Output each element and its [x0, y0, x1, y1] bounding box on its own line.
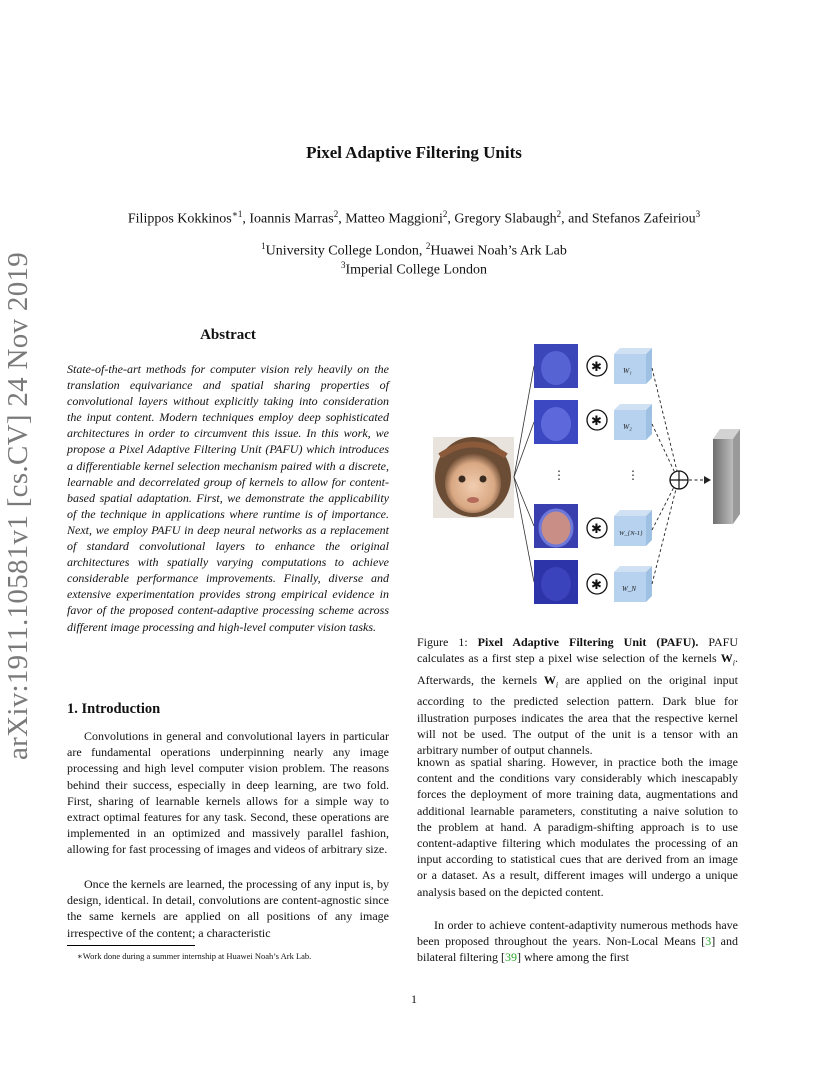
caption-text: . Afterwards, the kernels	[417, 651, 738, 687]
footnote: ∗Work done during a summer internship at Huawei Noah’s Ark Lab.	[77, 951, 312, 961]
citation-link[interactable]: 3	[705, 934, 712, 949]
kernel-label: W_N	[622, 585, 636, 593]
author-affil-mark: ∗1	[231, 209, 243, 219]
figure-pafu-diagram	[420, 338, 750, 618]
citation-link[interactable]: 39	[504, 950, 517, 965]
author-name: , Ioannis Marras	[242, 211, 334, 227]
right-paragraph-2	[417, 917, 738, 966]
author-name: , Gregory Slabaugh	[447, 211, 557, 227]
convolve-icon: ✱	[591, 414, 602, 429]
caption-text: are applied on the original input according to the predicted selection pattern. Dark blue for illustration purposes indicates the area that the respective kernel will not be used. The output of the unit is a tensor with an arbitrary number of output channels.	[417, 672, 738, 757]
caption-text: PAFU calculates as a first step a pixel wise selection of the kernels	[417, 635, 738, 666]
convolution-operators	[587, 356, 607, 594]
affiliation-imperial: Imperial College London	[345, 262, 488, 278]
author-name: , and Stefanos Zafeiriou	[561, 211, 696, 227]
kernel-label: W_{N-1}	[619, 530, 643, 537]
caption-math-w: W	[543, 672, 556, 687]
page-number: 1	[411, 992, 417, 1006]
section-heading-introduction: 1. Introduction	[67, 701, 161, 717]
output-tensor	[713, 429, 740, 524]
arxiv-stamp: arXiv:1911.10581v1 [cs.CV] 24 Nov 2019	[2, 251, 34, 760]
author-affil-mark: 2	[333, 209, 339, 219]
figure-caption	[417, 634, 738, 758]
caption-math-sub: i	[555, 680, 559, 690]
footnote-rule	[67, 945, 195, 946]
author-affil-mark: 2	[442, 209, 448, 219]
ellipsis-maps: ⋮	[553, 468, 565, 482]
paragraph-text: In order to achieve content-adaptivity numerous methods have been proposed throughout the years. Non-Local Means [	[417, 918, 738, 949]
affil-mark: 2	[425, 241, 431, 251]
input-image	[433, 437, 514, 518]
caption-math-w: W	[720, 651, 733, 666]
fan-lines	[514, 366, 534, 582]
caption-math-sub: i	[732, 658, 735, 668]
convolve-icon: ✱	[591, 522, 602, 537]
affiliation-huawei: Huawei Noah’s Ark Lab	[430, 243, 567, 259]
caption-bold-title: Pixel Adaptive Filtering Unit (PAFU).	[477, 635, 699, 649]
affiliation-line-2	[0, 260, 828, 279]
affiliation-ucl: University College London,	[265, 243, 426, 259]
intro-paragraph-2: Once the kernels are learned, the processing of any input is, by design, identical. In detail, convolutions are content-agnostic since the same kernels are applied on all positions of any image irrespective of the content; a characteristic	[67, 877, 389, 940]
right-paragraph-1: known as spatial sharing. However, in practice both the image content and the conditions vary considerably which inescapably forces the deployment of more training data, augmentations and additional learnable parameters, constituting a naive solution to the problem at hand. A paradigm-shifting approach is to use content-adaptive filtering which modulates the processing of an input according to statistical cues that are derived from an image or a dataset. As a result, different images will undergo a unique analysis based on the depicted content.	[417, 755, 738, 899]
author-name: Filippos Kokkinos	[127, 211, 232, 227]
affil-mark: 3	[340, 260, 346, 270]
abstract-text: State-of-the-art methods for computer vision rely heavily on the translation equivariance and spatial sharing properties of convolutional layers without explicitly taking into consideration the input content. Modern techniques employ deep sophisticated architectures in order to circumvent this issue. In this work, we propose a Pixel Adaptive Filtering Unit (PAFU) which introduces a differentiable kernel selection mechanism paired with a discrete, learnable and decorrelated group of kernels to allow for content-based spatial adaptation. First, we demonstrate the applicability of the technique in applications where runtime is of importance. Next, we employ PAFU in deep neural networks as a replacement of standard convolutional layers to enhance the original architectures with spatially varying computations to achieve considerable performance improvements. Finally, diverse and extensive experimentation provides strong empirical evidence in favor of the proposed content-adaptive processing scheme across different image processing and high-level computer vision tasks.	[67, 362, 389, 634]
abstract-heading: Abstract	[200, 327, 256, 343]
ellipsis-kernels: ⋮	[627, 468, 639, 482]
kernel-label: W₂	[623, 422, 632, 431]
author-affil-mark: 3	[695, 209, 701, 219]
kernel-label: W₁	[623, 366, 632, 375]
arrow-head-icon	[704, 476, 711, 484]
intro-paragraph-1: Convolutions in general and convolutional layers in particular are fundamental operations underpinning nearly any image processing and high level computer vision problem. The reasons behind their success, especially in deep learning, are two fold. First, sharing of learnable kernels allows for a simple way to extract optimal features for any task. Second, these operations are implemented in an optimized and massively parallel fashion, allowing for fast processing of images and videos of arbitrary size.	[67, 729, 389, 857]
author-name: , Matteo Maggioni	[338, 211, 443, 227]
paper-title: Pixel Adaptive Filtering Units	[306, 143, 522, 162]
convolve-icon: ✱	[591, 360, 602, 375]
paragraph-text: ] and bilateral filtering [	[417, 934, 738, 965]
affiliation-line-1	[0, 241, 828, 260]
author-affil-mark: 2	[556, 209, 562, 219]
author-list	[0, 209, 828, 228]
convolve-icon: ✱	[591, 578, 602, 593]
paragraph-text: ] where among the first	[516, 950, 629, 965]
affil-mark: 1	[261, 241, 266, 251]
caption-prefix: Figure 1:	[417, 635, 478, 649]
